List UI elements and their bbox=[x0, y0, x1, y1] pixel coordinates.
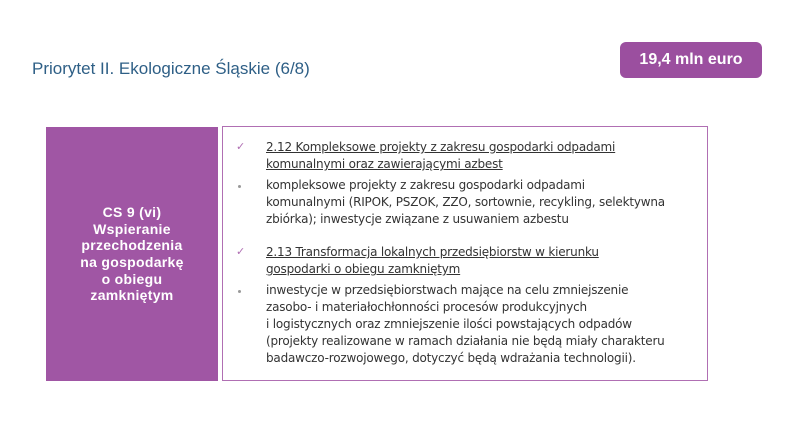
bullet-icon bbox=[238, 185, 241, 188]
item-line: (projekty realizowane w ramach działania nie będą miały charakteru bbox=[266, 334, 665, 348]
item-line: kompleksowe projekty z zakresu gospodarki odpadami bbox=[266, 178, 585, 192]
item-line: i logistycznych oraz zmniejszenie ilości powstających odpadów bbox=[266, 317, 632, 331]
item-line: komunalnymi (RIPOK, PSZOK, ZZO, sortownie, recykling, selektywna bbox=[266, 195, 665, 209]
item-line: zasobo- i materiałochłonności procesów produkcyjnych bbox=[266, 300, 587, 314]
item-line: 2.12 Kompleksowe projekty z zakresu gospodarki odpadami bbox=[266, 140, 616, 154]
item-line: zbiórka); inwestycje związane z usuwaniem azbestu bbox=[266, 212, 569, 226]
measure-heading-2-12 bbox=[266, 139, 706, 173]
measure-heading-2-13 bbox=[266, 244, 706, 278]
cs-line: Wspieranie bbox=[93, 220, 171, 237]
bullet-icon bbox=[238, 290, 241, 293]
checkmark-icon: ✓ bbox=[236, 141, 246, 153]
item-line: komunalnymi oraz zawierającymi azbest bbox=[266, 157, 503, 171]
item-line: badawczo-rozwojowego, dotyczyć będą wdrażania technologii). bbox=[266, 351, 636, 365]
budget-badge: 19,4 mln euro bbox=[620, 42, 762, 78]
cs-line: zamkniętym bbox=[90, 287, 174, 304]
item-line: gospodarki o obiegu zamkniętym bbox=[266, 262, 461, 276]
page-title: Priorytet II. Ekologiczne Śląskie (6/8) bbox=[32, 59, 310, 78]
checkmark-icon: ✓ bbox=[236, 246, 246, 258]
specific-objective-text bbox=[80, 204, 183, 303]
cs-line: na gospodarkę bbox=[80, 254, 184, 270]
item-line: 2.13 Transformacja lokalnych przedsiębiorstw w kierunku bbox=[266, 245, 599, 259]
measure-description bbox=[266, 282, 706, 367]
specific-objective-box bbox=[46, 127, 218, 381]
cs-line: o obiegu bbox=[101, 270, 163, 287]
item-line: inwestycje w przedsiębiorstwach mające na celu zmniejszenie bbox=[266, 283, 629, 297]
measure-description bbox=[266, 177, 706, 228]
cs-line: CS 9 (vi) bbox=[102, 204, 162, 221]
cs-line: przechodzenia bbox=[81, 237, 183, 254]
